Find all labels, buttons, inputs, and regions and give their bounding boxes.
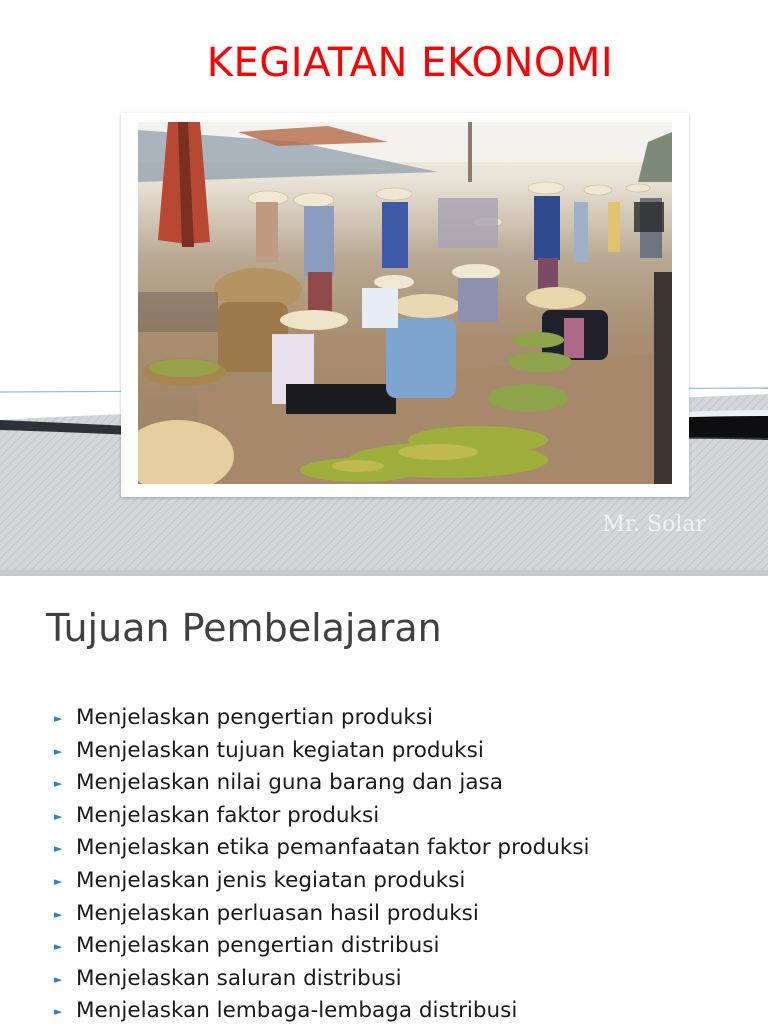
triangle-bullet-icon: ► — [54, 712, 63, 725]
list-item — [54, 898, 590, 931]
triangle-bullet-icon: ► — [54, 777, 63, 791]
triangle-bullet-icon: ► — [54, 1005, 63, 1019]
photo-frame — [121, 113, 689, 497]
triangle-bullet-icon: ► — [54, 907, 63, 921]
market-photo — [138, 122, 672, 484]
objectives-slide — [0, 576, 768, 1024]
list-item — [54, 735, 590, 768]
objective-text: Menjelaskan faktor produksi — [76, 802, 380, 828]
objective-text: Menjelaskan tujuan kegiatan produksi — [76, 737, 484, 763]
market-illustration — [138, 122, 672, 484]
objective-text: Menjelaskan jenis kegiatan produksi — [76, 867, 466, 893]
slide-heading: Tujuan Pembelajaran — [46, 606, 442, 650]
triangle-bullet-icon: ► — [54, 940, 63, 954]
list-item — [54, 865, 590, 898]
triangle-bullet-icon: ► — [54, 972, 63, 986]
triangle-bullet-icon: ► — [54, 842, 63, 856]
objective-text: Menjelaskan nilai guna barang dan jasa — [76, 770, 503, 796]
list-item — [54, 800, 590, 833]
list-item — [54, 832, 590, 865]
objective-text: Menjelaskan pengertian distribusi — [76, 933, 440, 959]
triangle-bullet-icon: ► — [54, 874, 63, 888]
list-item — [54, 930, 590, 963]
triangle-bullet-icon: ► — [54, 809, 63, 823]
objective-text: Menjelaskan saluran distribusi — [76, 965, 402, 991]
list-item — [54, 767, 590, 800]
objective-text: Menjelaskan lembaga-lembaga distribusi — [76, 998, 518, 1024]
objective-text: Menjelaskan perluasan hasil produksi — [76, 900, 479, 926]
list-item — [54, 963, 590, 996]
triangle-bullet-icon: ► — [54, 744, 63, 758]
objective-text: Menjelaskan pengertian produksi — [76, 705, 433, 730]
list-item — [54, 702, 590, 735]
objectives-list — [54, 702, 590, 1028]
watermark: Mr. Solar — [602, 512, 706, 537]
objective-text: Menjelaskan etika pemanfaatan faktor produksi — [76, 835, 590, 861]
slide-title: KEGIATAN EKONOMI — [206, 40, 614, 86]
list-item — [54, 995, 590, 1028]
